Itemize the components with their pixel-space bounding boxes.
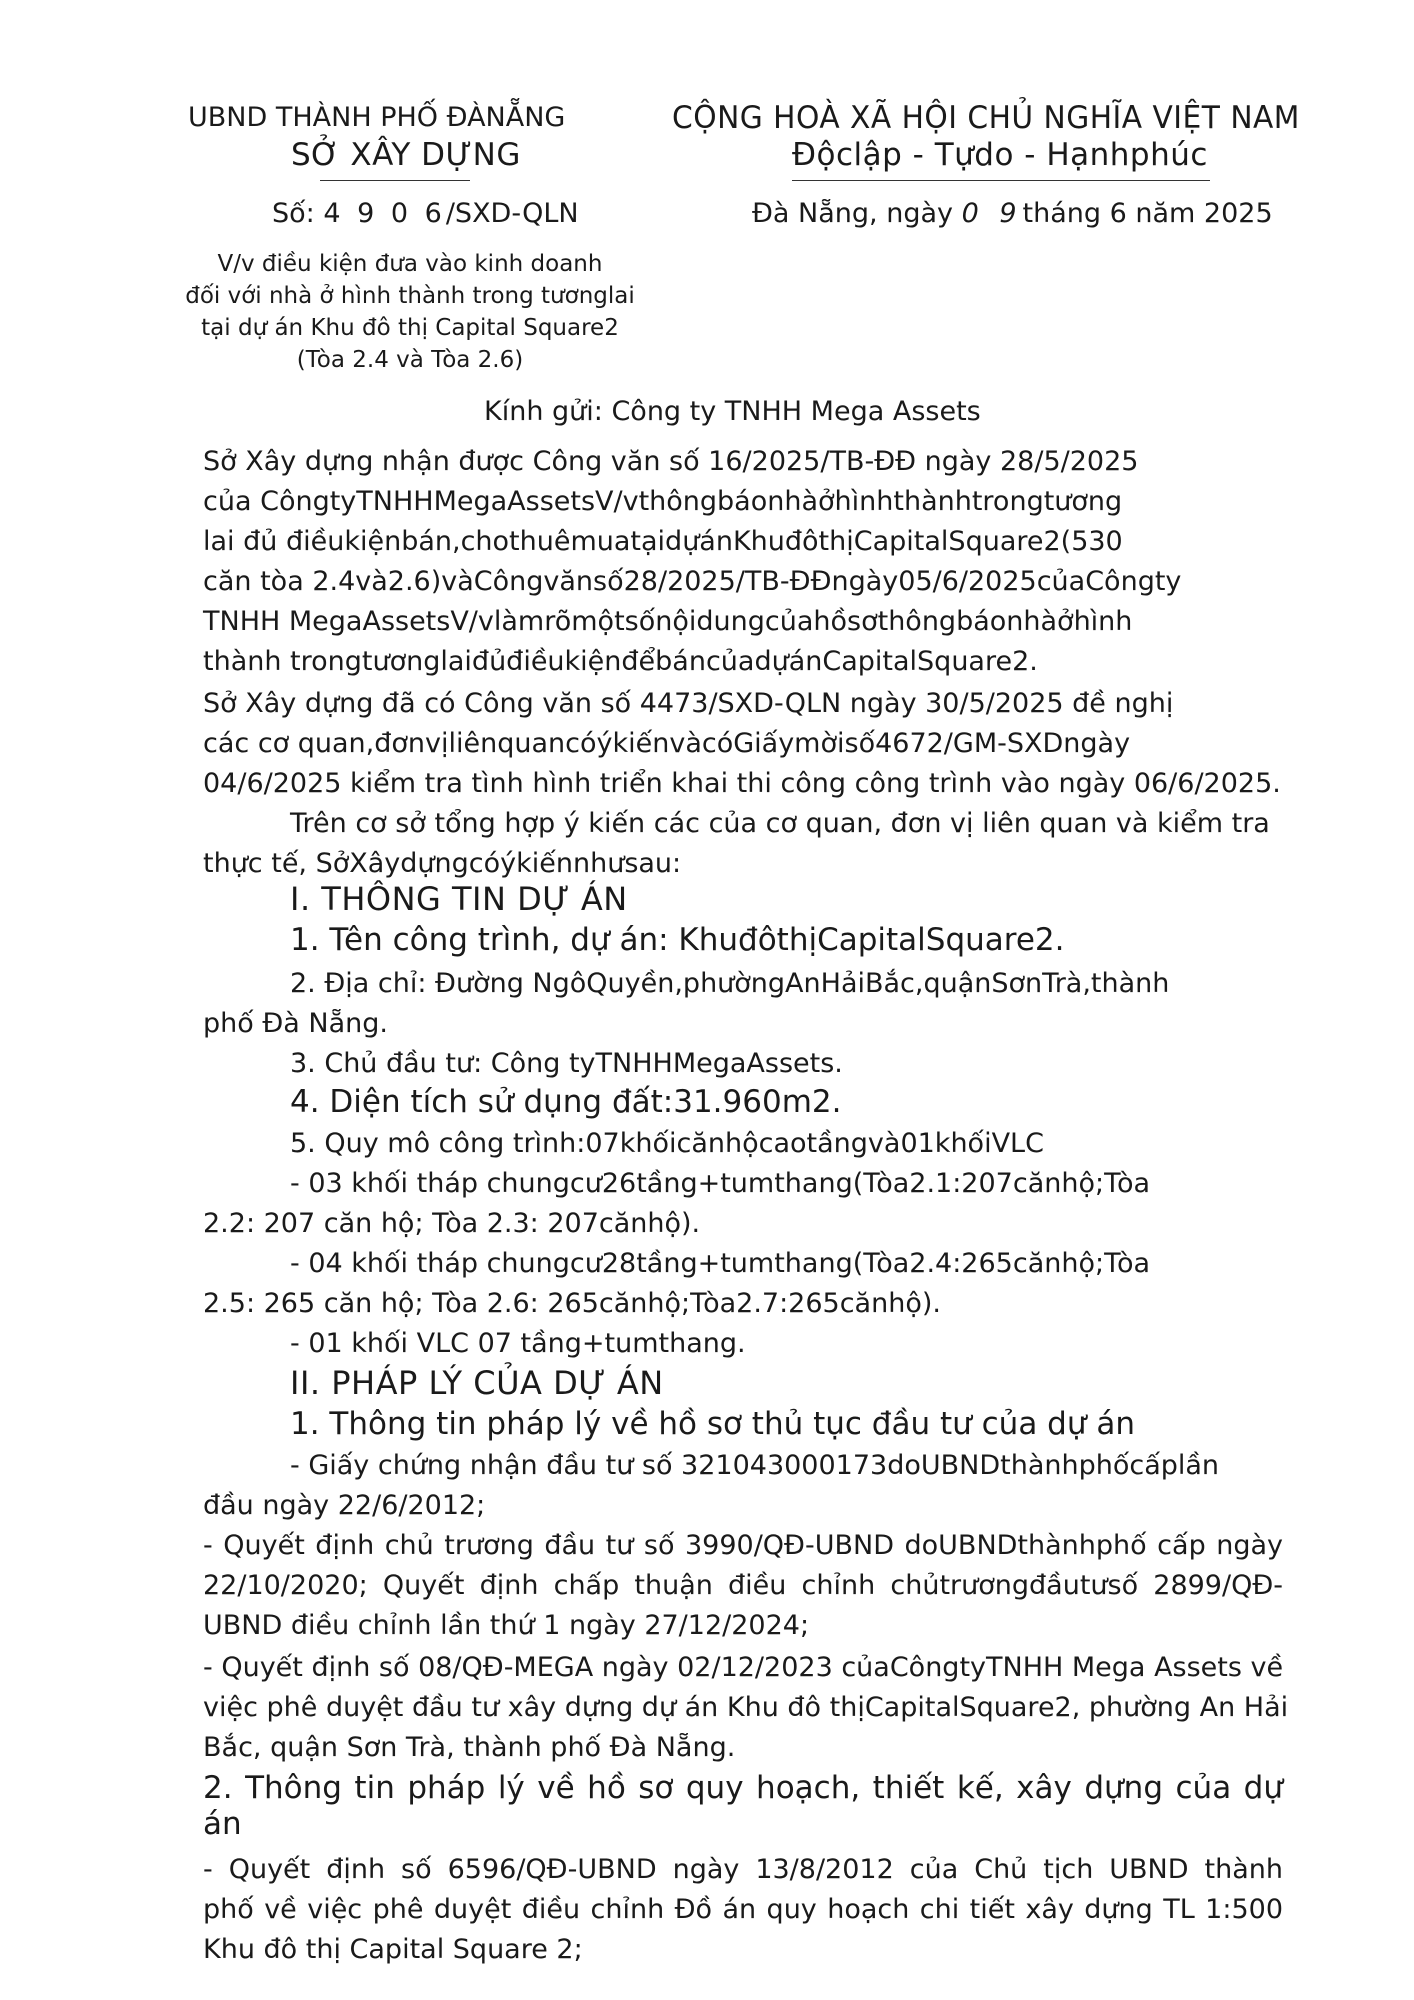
subject-block xyxy=(160,248,660,376)
body-line: UBND điều chỉnh lần thứ 1 ngày 27/12/2024; xyxy=(203,1610,810,1641)
body-line: - Giấy chứng nhận đầu tư số 321043000173doUBNDthànhphốcấplần xyxy=(290,1450,1220,1481)
body-line: 2. Địa chỉ: Đường NgôQuyền,phườngAnHảiBắc,quậnSơnTrà,thành xyxy=(290,968,1170,999)
body-line: của CôngtyTNHHMegaAssetsV/vthôngbáonhàởhìnhthànhtrongtương xyxy=(203,486,1123,517)
number-handwritten: 4 9 0 6 xyxy=(323,198,446,229)
body-line: căn tòa 2.4và2.6)vàCôngvănsố28/2025/TB-ĐĐngày05/6/2025củaCôngty xyxy=(203,566,1182,597)
national-title: CỘNG HOÀ XÃ HỘI CHỦ NGHĨA VIỆT NAM xyxy=(672,100,1300,136)
body-line: - Quyết định số 08/QĐ-MEGA ngày 02/12/2023 củaCôngtyTNHH Mega Assets về xyxy=(203,1652,1284,1683)
issuing-authority: UBND THÀNH PHỐ ĐÀNẴNG xyxy=(188,102,566,133)
body-line: 04/6/2025 kiểm tra tình hình triển khai thi công công trình vào ngày 06/6/2025. xyxy=(203,768,1281,799)
subject-line: V/v điều kiện đưa vào kinh doanh xyxy=(217,251,603,277)
body-line: các cơ quan,đơnvịliênquancóýkiếnvàcóGiấymờisố4672/GM-SXDngày xyxy=(203,728,1131,759)
recipient-line: Kính gửi: Công ty TNHH Mega Assets xyxy=(484,396,981,427)
body-line: lai đủ điềukiệnbán,chothuêmuatạidựánKhuđôthịCapitalSquare2(530 xyxy=(203,526,1123,557)
subject-line: (Tòa 2.4 và Tòa 2.6) xyxy=(296,347,524,373)
national-motto: Độclập - Tựdo - Hạnhphúc xyxy=(792,137,1208,173)
date-day-handwritten: 0 9 xyxy=(961,198,1023,229)
body-line: việc phê duyệt đầu tư xây dựng dự án Khu đô thịCapitalSquare2, phường An Hải xyxy=(203,1692,1289,1723)
body-line: 2.2: 207 căn hộ; Tòa 2.3: 207cănhộ). xyxy=(203,1208,701,1239)
body-line: Bắc, quận Sơn Trà, thành phố Đà Nẵng. xyxy=(203,1732,736,1763)
body-line: án xyxy=(203,1806,242,1842)
body-line: 22/10/2020; Quyết định chấp thuận điều chỉnh chủtrươngđầutưsố 2899/QĐ- xyxy=(203,1570,1283,1601)
body-line: phố về việc phê duyệt điều chỉnh Đồ án quy hoạch chi tiết xây dựng TL 1:500 xyxy=(203,1894,1283,1925)
issue-date xyxy=(752,198,1273,229)
body-line: - 03 khối tháp chungcư26tầng+tumthang(Tòa2.1:207cănhộ;Tòa xyxy=(290,1168,1151,1199)
subject-line: đối với nhà ở hình thành trong tươnglai xyxy=(185,283,635,309)
body-line: Sở Xây dựng nhận được Công văn số 16/2025/TB-ĐĐ ngày 28/5/2025 xyxy=(203,446,1139,477)
body-line: thực tế, SởXâydựngcóýkiếnnhưsau: xyxy=(203,848,682,879)
body-line: phố Đà Nẵng. xyxy=(203,1008,388,1039)
motto-underline xyxy=(792,180,1210,181)
date-suffix: tháng 6 năm 2025 xyxy=(1022,198,1273,229)
number-suffix: /SXD-QLN xyxy=(445,198,579,229)
body-line: - 01 khối VLC 07 tầng+tumthang. xyxy=(290,1328,746,1359)
body-line: 4. Diện tích sử dụng đất:31.960m2. xyxy=(290,1084,842,1120)
body-line: thành trongtươnglaiđủđiềukiệnđểbáncủadựánCapitalSquare2. xyxy=(203,646,1038,677)
body-line: - Quyết định số 6596/QĐ-UBND ngày 13/8/2012 của Chủ tịch UBND thành xyxy=(203,1854,1283,1885)
body-line: 3. Chủ đầu tư: Công tyTNHHMegaAssets. xyxy=(290,1048,843,1079)
body-line: TNHH MegaAssetsV/vlàmrõmộtsốnộidungcủahồsơthôngbáonhàởhình xyxy=(203,606,1133,637)
number-prefix: Số: xyxy=(272,198,315,229)
date-prefix: Đà Nẵng, ngày xyxy=(752,198,953,229)
body-line: - 04 khối tháp chungcư28tầng+tumthang(Tòa2.4:265cănhộ;Tòa xyxy=(290,1248,1151,1279)
issuing-department: SỞ XÂY DỰNG xyxy=(291,137,521,173)
document-number xyxy=(272,198,579,229)
subject-line: tại dự án Khu đô thị Capital Square2 xyxy=(201,315,619,341)
body-line: 2. Thông tin pháp lý về hồ sơ quy hoạch, thiết kế, xây dựng của dự xyxy=(203,1770,1283,1806)
body-line: 1. Tên công trình, dự án: KhuđôthịCapitalSquare2. xyxy=(290,922,1065,958)
body-line: Khu đô thị Capital Square 2; xyxy=(203,1934,583,1965)
body-line: Trên cơ sở tổng hợp ý kiến các của cơ quan, đơn vị liên quan và kiểm tra xyxy=(290,808,1270,839)
body-line: 1. Thông tin pháp lý về hồ sơ thủ tục đầu tư của dự án xyxy=(290,1406,1136,1442)
body-line: Sở Xây dựng đã có Công văn số 4473/SXD-QLN ngày 30/5/2025 đề nghị xyxy=(203,688,1174,719)
section-heading-project-info: I. THÔNG TIN DỰ ÁN xyxy=(290,880,628,918)
body-line: đầu ngày 22/6/2012; xyxy=(203,1490,486,1521)
body-line: 5. Quy mô công trình:07khốicănhộcaotầngvà01khốiVLC xyxy=(290,1128,1044,1159)
department-underline xyxy=(320,180,470,181)
section-heading-legal: II. PHÁP LÝ CỦA DỰ ÁN xyxy=(290,1364,664,1402)
body-line: - Quyết định chủ trương đầu tư số 3990/QĐ-UBND doUBNDthànhphố cấp ngày xyxy=(203,1530,1283,1561)
body-line: 2.5: 265 căn hộ; Tòa 2.6: 265cănhộ;Tòa2.7:265cănhộ). xyxy=(203,1288,941,1319)
